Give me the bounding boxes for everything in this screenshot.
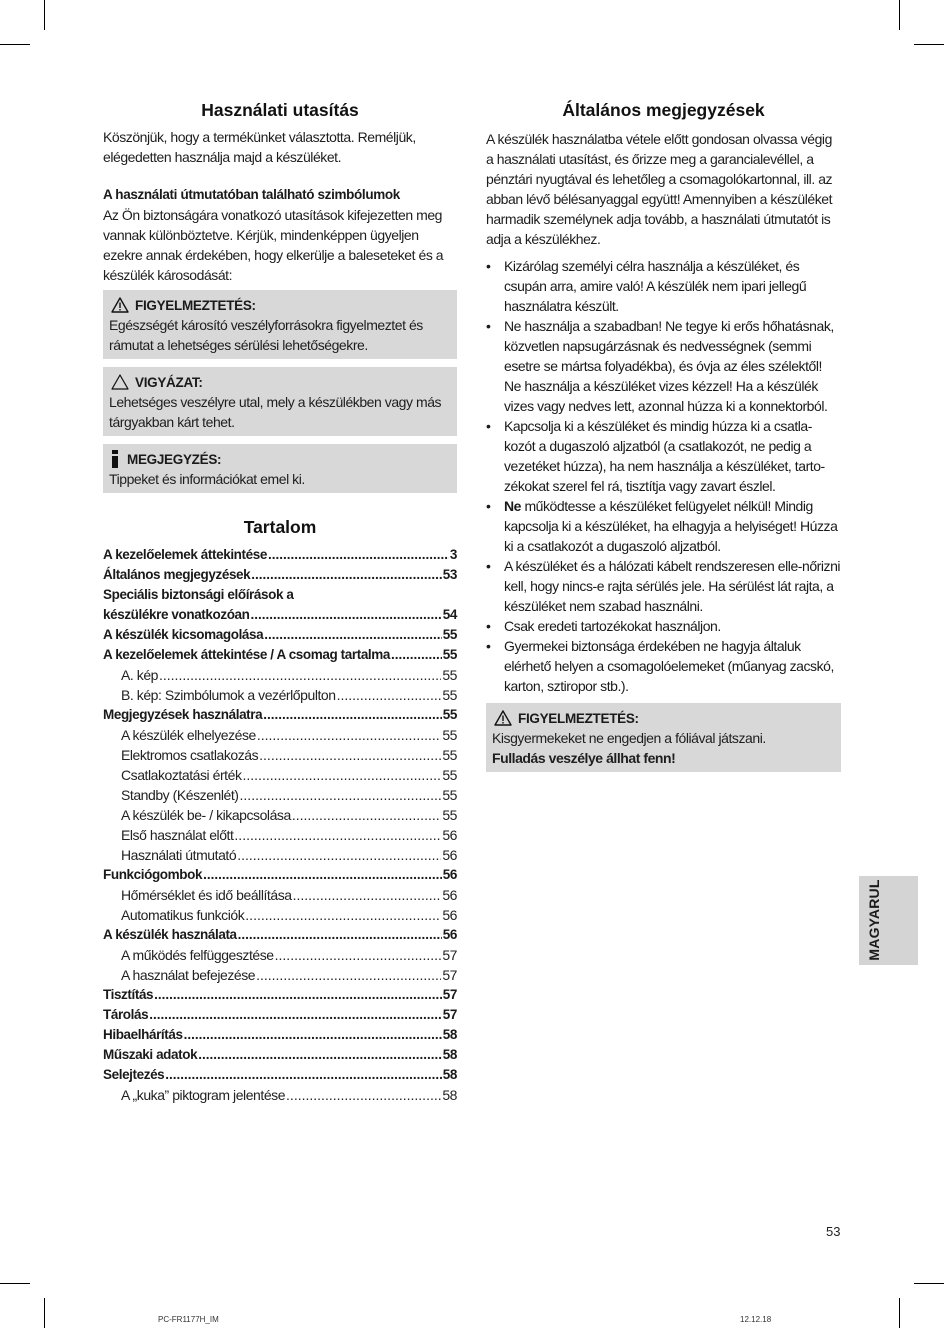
toc-entry bbox=[103, 1005, 457, 1025]
bullet-bold-lead: Ne bbox=[504, 498, 521, 514]
toc-entry bbox=[103, 645, 457, 665]
warning-notice bbox=[103, 290, 457, 359]
toc-entry-title: A kezelőelemek áttekintése bbox=[103, 547, 267, 562]
crop-mark bbox=[914, 1283, 944, 1284]
toc-entry-page: 56 bbox=[442, 927, 457, 942]
note-text: Tippeket és információkat emel ki. bbox=[109, 471, 305, 487]
toc-entry-page: 55 bbox=[442, 807, 457, 823]
toc-entry-title: A használat befejezése bbox=[121, 967, 256, 983]
toc-leader-dots bbox=[263, 705, 442, 725]
toc-entry bbox=[103, 745, 457, 765]
toc-entry-title: Funkciógombok bbox=[103, 867, 203, 882]
footer-doc-id: PC-FR1177H_IM bbox=[158, 1315, 219, 1324]
toc-entry bbox=[103, 1085, 457, 1105]
toc-leader-dots bbox=[275, 945, 442, 965]
bullet-text: Ne használja a szabadban! Ne tegye ki erős hőhatásnak, közvetlen napsugárzásnak és nedvességnek (semmi esetre se mártsa folyadékba), és óvja az éles szélektől! Ne használja a készüléket vizes kézzel! Ha a készülék vizes vagy nedves lett, azonnal húzza ki a konnektorból. bbox=[504, 318, 834, 414]
toc-entry-title: A. kép bbox=[121, 667, 158, 683]
toc-leader-dots bbox=[259, 745, 441, 765]
crop-mark bbox=[0, 44, 30, 45]
toc-entry-page: 57 bbox=[442, 987, 457, 1002]
bullet-item bbox=[486, 636, 841, 696]
symbols-heading: A használati útmutatóban található szimbólumok bbox=[103, 187, 400, 202]
toc-leader-dots bbox=[243, 765, 442, 785]
toc-entry bbox=[103, 985, 457, 1005]
toc-leader-dots bbox=[184, 1025, 442, 1045]
bullet-item bbox=[486, 416, 841, 496]
toc-leader-dots bbox=[165, 1065, 441, 1085]
toc-leader-dots bbox=[293, 885, 442, 905]
toc-entry-page: 55 bbox=[442, 647, 457, 662]
bullet-text: A készüléket és a hálózati kábelt rendszeresen elle-nőrizni kell, hogy nincs-e rajta sérülés jele. Ha sérülést lát rajta, a készüléket nem szabad használni. bbox=[504, 558, 841, 614]
toc-leader-dots bbox=[237, 845, 441, 865]
bullet-marker: • bbox=[486, 638, 491, 654]
toc-leader-dots bbox=[257, 725, 441, 745]
bullet-text: Csak eredeti tartozékokat használjon. bbox=[504, 618, 721, 634]
toc-title: Tartalom bbox=[243, 517, 317, 537]
toc-entry-page: 54 bbox=[442, 607, 457, 622]
toc-entry bbox=[103, 1065, 457, 1085]
bullet-marker: • bbox=[486, 618, 491, 634]
toc-entry bbox=[103, 925, 457, 945]
bullet-text: működtesse a készüléket felügyelet nélkül! Mindig kapcsolja ki a készüléket, ha elhagyja a helyiséget! Húzza ki a csatlakozót a dugaszoló aljzatból. bbox=[504, 498, 838, 554]
toc-entry-page: 55 bbox=[442, 747, 457, 763]
toc-entry bbox=[103, 725, 457, 745]
general-notes-title: Általános megjegyzések bbox=[562, 100, 765, 120]
packaging-warning-label: FIGYELMEZTETÉS: bbox=[518, 710, 639, 726]
toc-entry bbox=[103, 965, 457, 985]
page-number: 53 bbox=[826, 1224, 841, 1239]
toc-leader-dots bbox=[251, 565, 442, 585]
crop-mark bbox=[44, 1298, 45, 1328]
bullet-marker: • bbox=[486, 418, 491, 434]
toc-entry bbox=[103, 605, 457, 625]
toc-entry-page: 56 bbox=[442, 907, 457, 923]
toc-entry-page: 55 bbox=[442, 787, 457, 803]
toc-entry-title: A készülék be- / kikapcsolása bbox=[121, 807, 291, 823]
toc-entry bbox=[103, 865, 457, 885]
warning-triangle-icon bbox=[494, 710, 512, 726]
toc-entry bbox=[103, 845, 457, 865]
info-note-icon bbox=[109, 450, 121, 468]
toc-entry-title: A „kuka” piktogram jelentése bbox=[121, 1087, 286, 1103]
language-side-tab bbox=[859, 876, 918, 965]
packaging-warning-notice bbox=[486, 703, 841, 772]
toc-leader-dots bbox=[268, 545, 449, 565]
toc-entry bbox=[103, 685, 457, 705]
toc-entry-title: Műszaki adatok bbox=[103, 1047, 198, 1062]
toc-entry-title: Speciális biztonsági előírások a bbox=[103, 587, 294, 602]
bullet-text: Kizárólag személyi célra használja a készüléket, és csupán arra, amire való! A készülék nem ipari jellegű használatra készült. bbox=[504, 258, 807, 314]
instructions-title: Használati utasítás bbox=[201, 100, 359, 120]
toc-entry-page: 58 bbox=[442, 1047, 457, 1062]
toc-entry-title: Tisztítás bbox=[103, 987, 154, 1002]
toc-entry-title: Első használat előtt bbox=[121, 827, 234, 843]
toc-entry-title: Automatikus funkciók bbox=[121, 907, 245, 923]
caution-notice bbox=[103, 367, 457, 436]
bullet-item bbox=[486, 616, 841, 636]
crop-mark bbox=[914, 44, 944, 45]
toc-entry-title: Hibaelhárítás bbox=[103, 1027, 183, 1042]
toc-entry bbox=[103, 1045, 457, 1065]
toc-entry-title: A készülék használata bbox=[103, 927, 237, 942]
toc-entry bbox=[103, 825, 457, 845]
toc-entry-page: 58 bbox=[442, 1027, 457, 1042]
toc-leader-dots bbox=[391, 645, 442, 665]
general-notes-intro: A készülék használatba vétele előtt gondosan olvassa végig a használati utasítást, és őrizze meg a garancialevéllel, a pénztári nyugtával és lehetőleg a csomagolókartonnal, ill. az abban lévő bélésanyaggal együtt! Amennyiben a készüléket harmadik személynek adja tovább, a használati útmutatót is adja a készülékhez. bbox=[486, 131, 833, 247]
toc-entry-page: 56 bbox=[442, 827, 457, 843]
toc-entry-page: 56 bbox=[442, 887, 457, 903]
bullet-item bbox=[486, 256, 841, 316]
bullet-item bbox=[486, 496, 841, 556]
toc-entry-page: 57 bbox=[442, 1007, 457, 1022]
toc-entry bbox=[103, 625, 457, 645]
toc-entry-page: 58 bbox=[442, 1087, 457, 1103]
toc-entry-title: készülékre vonatkozóan bbox=[103, 607, 250, 622]
toc-entry bbox=[103, 705, 457, 725]
safety-bullet-list bbox=[486, 256, 841, 696]
toc-entry-title: A készülék kicsomagolása bbox=[103, 627, 264, 642]
toc-entry-title: A készülék elhelyezése bbox=[121, 727, 256, 743]
caution-text: Lehetséges veszélyre utal, mely a készülékben vagy más tárgyakban kárt tehet. bbox=[109, 394, 442, 430]
toc-leader-dots bbox=[337, 685, 442, 705]
packaging-warning-text: Kisgyermekeket ne engedjen a fóliával játszani. bbox=[492, 730, 766, 746]
toc-leader-dots bbox=[149, 1005, 442, 1025]
toc-entry bbox=[103, 945, 457, 965]
crop-mark bbox=[0, 1283, 30, 1284]
toc-entry-title: Hőmérséklet és idő beállítása bbox=[121, 887, 292, 903]
toc-entry-page: 53 bbox=[442, 567, 457, 582]
toc-entry bbox=[103, 585, 457, 605]
toc-entry bbox=[103, 565, 457, 585]
toc-leader-dots bbox=[154, 985, 442, 1005]
bullet-text: Kapcsolja ki a készüléket és mindig húzza ki a csatla-kozót a dugaszoló aljzatból (a csatlakozót, ne pedig a vezetéket húzza), ha nem használja a készüléket, tarto-zékokat szerel fel rá, tisztítja vagy zavart észlel. bbox=[504, 418, 825, 494]
toc-entry-title: A kezelőelemek áttekintése / A csomag tartalma bbox=[103, 647, 390, 662]
toc-entry-title: Elektromos csatlakozás bbox=[121, 747, 259, 763]
toc-entry bbox=[103, 805, 457, 825]
bullet-marker: • bbox=[486, 318, 491, 334]
crop-mark bbox=[44, 0, 45, 30]
toc-leader-dots bbox=[234, 825, 441, 845]
toc-entry-page: 55 bbox=[442, 627, 457, 642]
note-notice bbox=[103, 444, 457, 493]
right-column bbox=[486, 98, 841, 772]
toc-entry-page: 57 bbox=[442, 967, 457, 983]
bullet-marker: • bbox=[486, 558, 491, 574]
warning-text: Egészségét károsító veszélyforrásokra figyelmeztet és rámutat a lehetséges sérülési lehetőségekre. bbox=[109, 317, 423, 353]
bullet-item bbox=[486, 316, 841, 416]
bullet-item bbox=[486, 556, 841, 616]
caution-triangle-icon bbox=[111, 374, 129, 390]
toc-entry bbox=[103, 665, 457, 685]
warning-triangle-icon bbox=[111, 297, 129, 313]
note-label: MEGJEGYZÉS: bbox=[127, 451, 222, 467]
toc-leader-dots bbox=[264, 625, 442, 645]
toc-entry-title: Selejtezés bbox=[103, 1067, 165, 1082]
toc-leader-dots bbox=[203, 865, 442, 885]
toc-entry-page: 56 bbox=[442, 867, 457, 882]
toc-entry-title: Használati útmutató bbox=[121, 847, 237, 863]
toc-entry bbox=[103, 545, 457, 565]
toc-entry-title: Megjegyzések használatra bbox=[103, 707, 263, 722]
toc-entry-title: Tárolás bbox=[103, 1007, 149, 1022]
toc-entry bbox=[103, 1025, 457, 1045]
toc-entry-title: Csatlakoztatási érték bbox=[121, 767, 242, 783]
warning-label: FIGYELMEZTETÉS: bbox=[135, 297, 256, 313]
toc-leader-dots bbox=[238, 925, 442, 945]
toc-entry-page: 3 bbox=[449, 547, 457, 562]
toc-entry-page: 55 bbox=[442, 767, 457, 783]
footer-date: 12.12.18 bbox=[740, 1315, 772, 1324]
toc-entry-page: 56 bbox=[442, 847, 457, 863]
toc-entry-page: 55 bbox=[442, 727, 457, 743]
toc-leader-dots bbox=[286, 1085, 441, 1105]
toc-leader-dots bbox=[245, 905, 441, 925]
toc-entry bbox=[103, 885, 457, 905]
toc-entry-page: 57 bbox=[442, 947, 457, 963]
toc-entry-title: Standby (Készenlét) bbox=[121, 787, 239, 803]
packaging-warning-bold: Fulladás veszélye állhat fenn! bbox=[492, 750, 676, 766]
toc-leader-dots bbox=[159, 665, 441, 685]
toc-leader-dots bbox=[256, 965, 441, 985]
toc-entry-title: Általános megjegyzések bbox=[103, 567, 251, 582]
bullet-marker: • bbox=[486, 498, 491, 514]
toc-entry bbox=[103, 785, 457, 805]
toc-entry-page: 55 bbox=[442, 707, 457, 722]
toc-entry-title: A működés felfüggesztése bbox=[121, 947, 274, 963]
toc-leader-dots bbox=[198, 1045, 442, 1065]
toc-leader-dots bbox=[240, 785, 442, 805]
left-column bbox=[103, 98, 457, 1105]
bullet-text: Gyermekei biztonsága érdekében ne hagyja általuk elérhető helyen a csomagolóelemeket (műanyag zacskó, karton, sztiropor stb.). bbox=[504, 638, 834, 694]
toc-leader-dots bbox=[292, 805, 441, 825]
bullet-marker: • bbox=[486, 258, 491, 274]
language-tab-label: MAGYARUL bbox=[866, 879, 882, 961]
toc-entry-page: 55 bbox=[442, 667, 457, 683]
caution-label: VIGYÁZAT: bbox=[135, 374, 203, 390]
crop-mark bbox=[899, 1298, 900, 1328]
symbols-paragraph: Az Ön biztonságára vonatkozó utasítások kifejezetten meg vannak különböztetve. Kérjük, mindenképpen ügyeljen ezekre annak érdekében, hogy elkerülje a baleseteket és a készülék károsodását: bbox=[103, 207, 444, 283]
intro-paragraph: Köszönjük, hogy a termékünket választotta. Reméljük, elégedetten használja majd a készüléket. bbox=[103, 129, 416, 165]
toc-entry-page: 55 bbox=[442, 687, 457, 703]
toc-entry-title: B. kép: Szimbólumok a vezérlőpulton bbox=[121, 687, 336, 703]
toc-leader-dots bbox=[251, 605, 442, 625]
table-of-contents bbox=[103, 545, 457, 1105]
toc-entry-page: 58 bbox=[442, 1067, 457, 1082]
crop-mark bbox=[899, 0, 900, 30]
toc-entry bbox=[103, 765, 457, 785]
toc-entry bbox=[103, 905, 457, 925]
